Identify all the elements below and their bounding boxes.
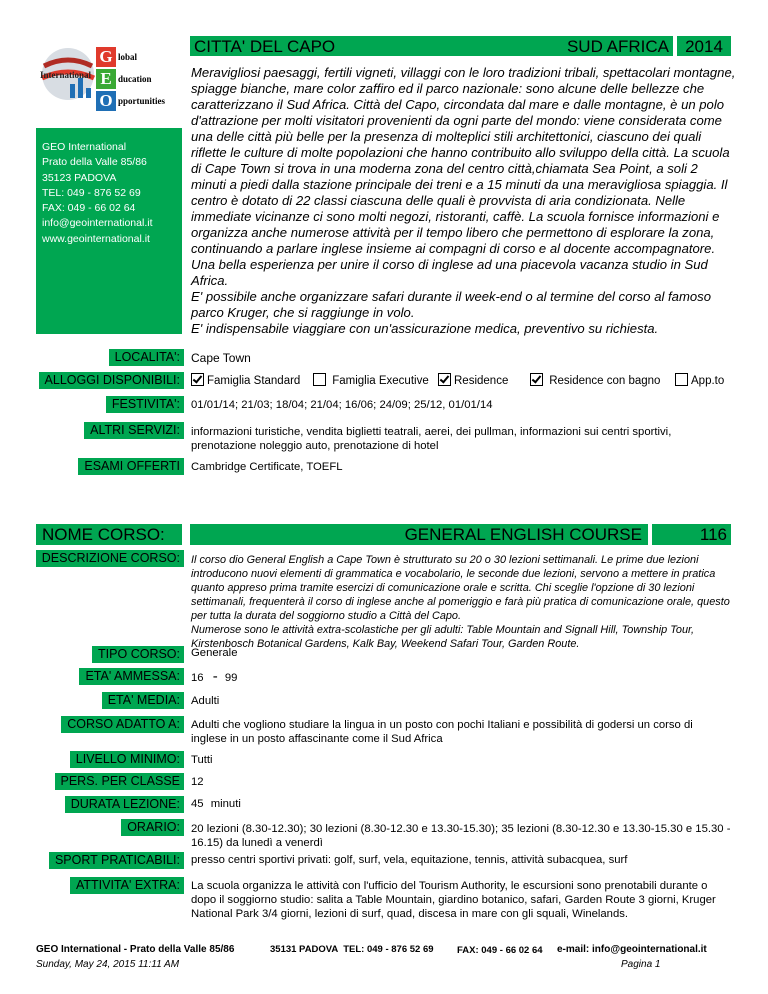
servizi-value: informazioni turistiche, vendita biglietti teatrali, aerei, dei pullman, informazioni sui centri sportivi, prenotazione noleggio auto, prenotazione di hotel xyxy=(191,426,672,452)
footer-date: Sunday, May 24, 2015 11:11 AM xyxy=(36,959,180,970)
course-code-bar xyxy=(652,524,731,545)
localita-value: Cape Town xyxy=(191,351,251,365)
footer-address: GEO International - Prato della Valle 85/86 xyxy=(36,944,235,955)
year: 2014 xyxy=(685,37,723,56)
eta-min: 16 xyxy=(191,672,204,684)
media-label: ETA' MEDIA: xyxy=(102,692,184,709)
pers-label: PERS. PER CLASSE xyxy=(55,773,185,790)
logo-e-rest: ducation xyxy=(118,74,152,84)
logo-e: E xyxy=(96,69,116,89)
footer-city-tel: 35131 PADOVA TEL: 049 - 876 52 69 xyxy=(270,944,434,955)
sport-label: SPORT PRATICABILI: xyxy=(49,852,184,869)
descr-label: DESCRIZIONE CORSO: xyxy=(36,550,184,567)
alloggio-residence-bagno[interactable] xyxy=(530,373,660,387)
eta-label: ETA' AMMESSA: xyxy=(79,668,184,685)
localita-label: LOCALITA': xyxy=(109,349,184,366)
livello-value: Tutti xyxy=(191,754,213,766)
durata-unit: minuti xyxy=(210,798,241,810)
pers-value: 12 xyxy=(191,776,204,788)
logo-o-rest: pportunities xyxy=(118,96,166,106)
alloggio-residence[interactable] xyxy=(438,373,508,387)
contact-fax: FAX: 049 - 66 02 64 xyxy=(42,202,136,215)
eta-separator: - xyxy=(212,668,218,685)
alloggio-famiglia-executive[interactable] xyxy=(313,373,429,387)
contact-address: Prato della Valle 85/86 xyxy=(42,156,147,169)
year-badge xyxy=(677,36,731,56)
contact-tel: TEL: 049 - 876 52 69 xyxy=(42,186,141,199)
media-value: Adulti xyxy=(191,695,220,707)
contact-website[interactable]: www.geointernational.it xyxy=(42,232,150,245)
tipo-value: Generale xyxy=(191,647,238,659)
sport-value: presso centri sportivi privati: golf, surf, vela, equitazione, tennis, attività subacquea, surf xyxy=(191,854,628,866)
descr-value: Il corso dio General English a Cape Town è strutturato su 20 o 30 lezioni settimanali. Le prime due lezioni introducono nuovi elementi di grammatica e vocabolario, le seconde due lezioni, servono a mettere in pratica quanto appreso prima tramite esercizi di comunicazione orale e scritta. Chi sceglie l'opzione di 30 lezioni settimanali, frequenterà il corso di inglese anche al pomeriggio e farà più pratica di comunicazione orale, questo per tutta la durata del soggiorno studio a Città del Capo. Numerose sono le attività extra-scolastiche per gli adulti: Table Mountain and Signall Hill, Township Tour, Kirstenbosch Botanical Gardens, Kalk Bay, Weekend Safari Tour, Garden Route. xyxy=(191,554,730,650)
checkbox-checked-icon[interactable] xyxy=(191,373,204,386)
contact-name: GEO International xyxy=(42,141,127,153)
orario-label: ORARIO: xyxy=(121,819,184,836)
logo xyxy=(40,42,180,112)
alloggio-appartamento[interactable] xyxy=(675,373,724,387)
logo-o: O xyxy=(96,91,116,111)
logo-international: International xyxy=(40,70,92,80)
orario-value: 20 lezioni (8.30-12.30); 30 lezioni (8.30-12.30 e 13.30-15.30); 35 lezioni (8.30-12.30 e 13.30-15.30 e 15.30 - 16.15) da lunedì a venerdì xyxy=(191,823,731,849)
checkbox-checked-icon[interactable] xyxy=(530,373,543,386)
durata-label: DURATA LEZIONE: xyxy=(65,796,184,813)
option-label: Famiglia Executive xyxy=(332,375,429,387)
contact-email[interactable]: info@geointernational.it xyxy=(42,217,153,230)
esami-label: ESAMI OFFERTI xyxy=(78,458,184,475)
servizi-label: ALTRI SERVIZI: xyxy=(84,422,184,439)
course-name-bar xyxy=(190,524,648,545)
course-name-label xyxy=(36,524,182,545)
footer-page: Pagina 1 xyxy=(621,959,661,970)
durata-value xyxy=(191,797,731,811)
tipo-label: TIPO CORSO: xyxy=(92,646,184,663)
course-name: GENERAL ENGLISH COURSE xyxy=(404,525,642,544)
attivita-label: ATTIVITA' EXTRA: xyxy=(70,877,184,894)
alloggio-famiglia-standard[interactable] xyxy=(191,373,300,387)
durata-num: 45 xyxy=(191,798,204,810)
option-label: Residence con bagno xyxy=(549,375,661,387)
checkbox-unchecked-icon[interactable] xyxy=(313,373,326,386)
checkbox-unchecked-icon[interactable] xyxy=(675,373,688,386)
esami-value: Cambridge Certificate, TOEFL xyxy=(191,461,343,473)
option-label: Residence xyxy=(454,375,509,387)
city-title: CITTA' DEL CAPO xyxy=(194,37,336,56)
festivita-value: 01/01/14; 21/03; 18/04; 21/04; 16/06; 24/09; 25/12, 01/01/14 xyxy=(191,399,493,411)
checkbox-checked-icon[interactable] xyxy=(438,373,451,386)
course-code: 116 xyxy=(699,525,727,544)
alloggi-label: ALLOGGI DISPONIBILI: xyxy=(39,372,184,389)
contact-box xyxy=(36,128,182,334)
adatto-label: CORSO ADATTO A: xyxy=(61,716,184,733)
attivita-value: La scuola organizza le attività con l'ufficio del Tourism Authority, le escursioni sono prenotabili durante o dopo il soggiorno studio: salita a Table Mountain, giardino botanico, safari, Garden Route 3 giorni, Kruger National Park 3/4 giorni, lezioni di surf, quad, discesa in mare con gli squali, Winelands. xyxy=(191,880,716,920)
country-title: SUD AFRICA xyxy=(566,37,669,56)
footer-fax: FAX: 049 - 66 02 64 xyxy=(457,945,543,956)
festivita-label: FESTIVITA': xyxy=(106,396,184,413)
nome-corso-label: NOME CORSO: xyxy=(42,525,165,544)
option-label: App.to xyxy=(691,375,725,387)
footer-email[interactable]: e-mail: info@geointernational.it xyxy=(557,944,707,955)
header-bar xyxy=(190,36,673,56)
logo-g-rest: lobal xyxy=(118,52,138,62)
option-label: Famiglia Standard xyxy=(207,375,301,387)
logo-g: G xyxy=(96,47,116,67)
eta-value xyxy=(191,670,731,685)
contact-city: 35123 PADOVA xyxy=(42,171,117,184)
description: Meravigliosi paesaggi, fertili vigneti, villaggi con le loro tradizioni tribali, spettacolari montagne, spiagge bianche, mare color zaffiro ed il parco nazionale: sono alcune delle bellezze che caratterizzano il Sud Africa. Città del Capo, circondata dal mare e dalle montagne, è un polo d'attrazione per molti visitatori provenienti da ogni parte del mondo: viene considerata come una delle città più belle per la presenza di molteplici stili architettonici, ciascuno dei quali riflette le culture di molte popolazioni che hanno contribuito allo sviluppo della città. La scuola di Cape Town si trova in una moderna zona del centro città,chiamata Sea Point, a soli 2 minuti a piedi dalla stazione principale dei treni e a 15 minuti da una meravigliosa spiaggia. Il centro è dotato di 22 classi ciascuna delle quali è provvista di aria condizionata. Nelle immediate vicinanze ci sono molti negozi, ristoranti, caffè. La scuola fornisce informazioni e organizza anche numerose attività per il tempo libero che permettono di esplorare la zona, continuando a parlare inglese insieme ai compagni di corso e al docente accompagnatore. Una bella esperienza per unire il corso di inglese ad una piacevola vacanza studio in Sud Africa. E' possibile anche organizzare safari durante il week-end o al termine del corso al famoso parco Kruger, che si raggiunge in volo. E' indispensabile viaggiare con un'assicurazione medica, preventivo su richiesta. xyxy=(191,65,736,336)
eta-max: 99 xyxy=(224,672,238,684)
adatto-value: Adulti che vogliono studiare la lingua in un posto con pochi Italiani e possibilità di godersi un corso di inglese in un posto affascinante come il Sud Africa xyxy=(191,719,693,745)
livello-label: LIVELLO MINIMO: xyxy=(70,751,184,768)
